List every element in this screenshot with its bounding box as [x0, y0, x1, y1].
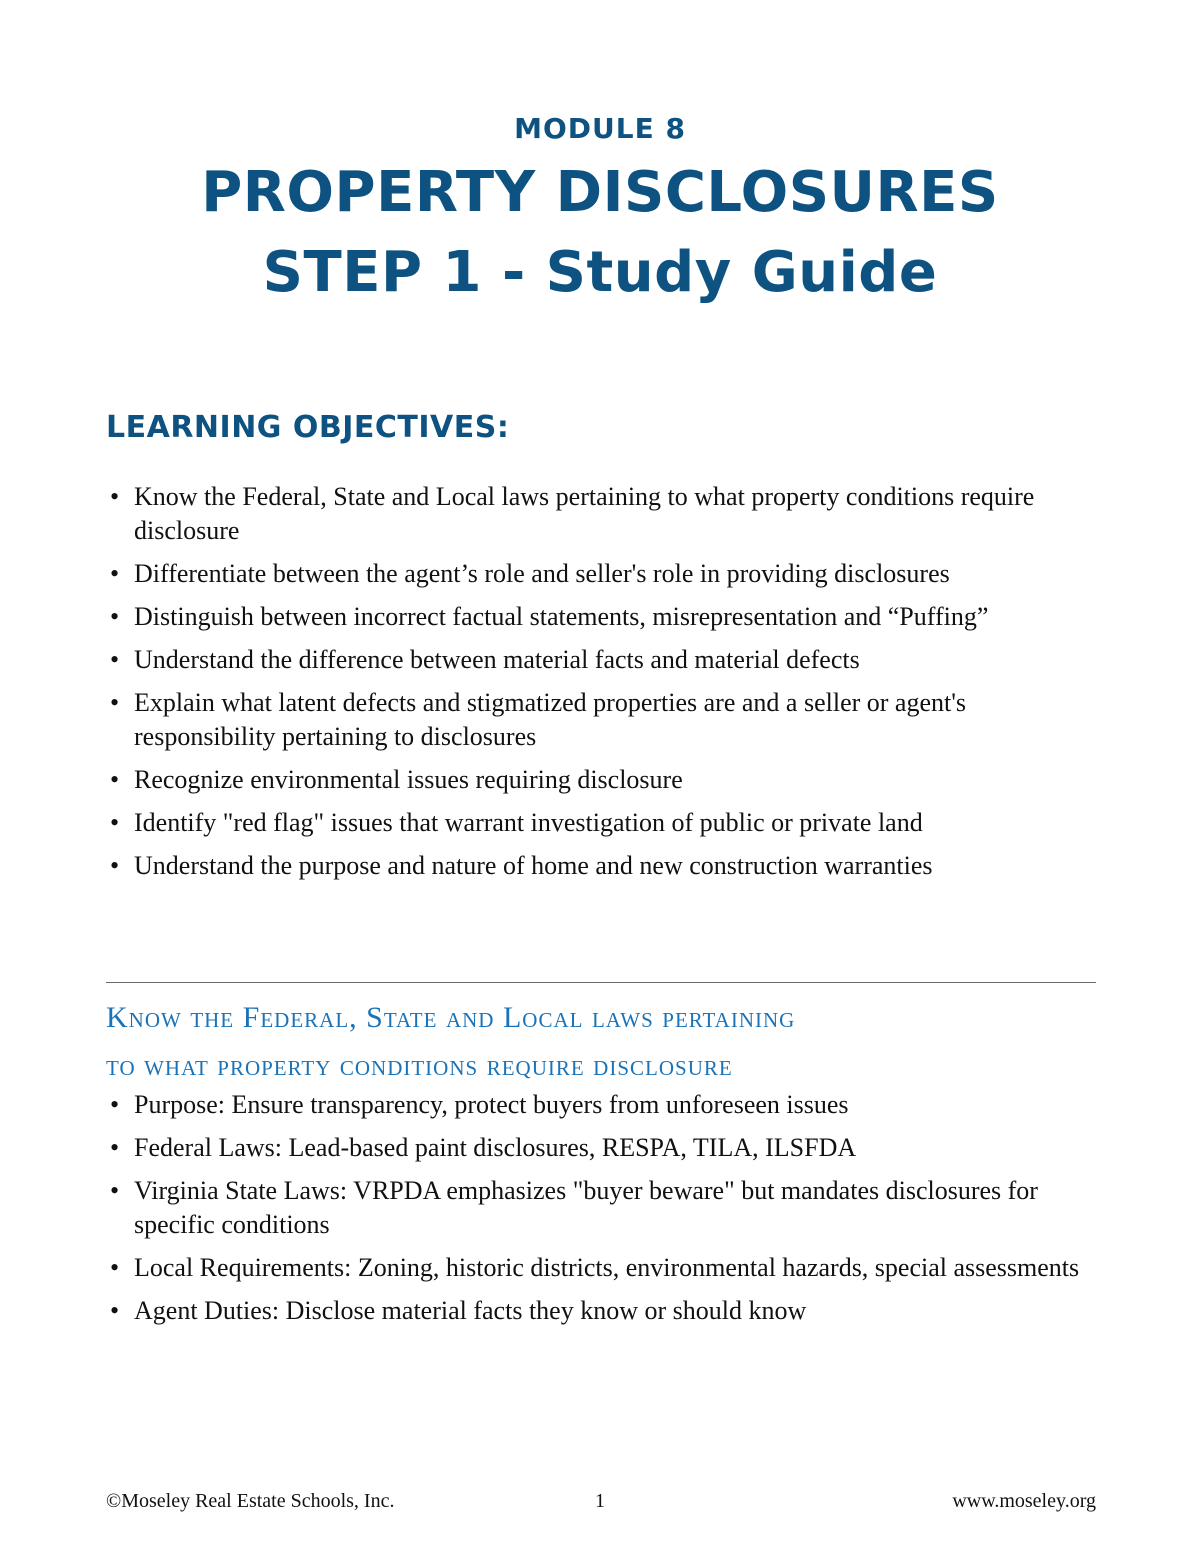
list-item-text: Federal Laws: Lead-based paint disclosures, RESPA, TILA, ILSFDA — [134, 1133, 857, 1162]
list-item — [106, 1251, 1096, 1285]
list-item-text: Recognize environmental issues requiring disclosure — [134, 765, 683, 794]
bullet-icon: • — [110, 559, 120, 588]
list-item — [106, 763, 1096, 797]
list-item — [106, 643, 1096, 677]
bullet-icon: • — [110, 688, 120, 717]
bullet-icon: • — [110, 808, 120, 837]
list-item-text: Understand the purpose and nature of home and new construction warranties — [134, 851, 933, 880]
list-item — [106, 806, 1096, 840]
list-item-text: Identify "red flag" issues that warrant investigation of public or private land — [134, 808, 923, 837]
list-item-text: Understand the difference between material facts and material defects — [134, 645, 860, 674]
footer-website-link[interactable]: www.moseley.org — [952, 1490, 1096, 1512]
bullet-icon: • — [110, 645, 120, 674]
bullet-icon: • — [110, 765, 120, 794]
list-item-text: Purpose: Ensure transparency, protect buyers from unforeseen issues — [134, 1090, 849, 1119]
section-heading-continued: to what property conditions require disclosure — [106, 1049, 733, 1082]
bullet-icon: • — [110, 1090, 120, 1119]
list-item — [106, 480, 1096, 548]
list-item — [106, 600, 1096, 634]
bullet-icon: • — [110, 602, 120, 631]
list-item-text: Agent Duties: Disclose material facts they know or should know — [134, 1296, 807, 1325]
objectives-list — [106, 480, 1096, 892]
bullet-icon: • — [110, 1253, 120, 1282]
list-item — [106, 557, 1096, 591]
laws-list — [106, 1088, 1096, 1337]
page-subtitle: STEP 1 - Study Guide — [262, 240, 938, 305]
list-item-text: Virginia State Laws: VRPDA emphasizes "buyer beware" but mandates disclosures for specific conditions — [134, 1176, 1038, 1239]
module-label: MODULE 8 — [514, 112, 686, 145]
list-item-text: Explain what latent defects and stigmatized properties are and a seller or agent's responsibility pertaining to disclosures — [134, 688, 967, 751]
list-item-text: Differentiate between the agent’s role and seller's role in providing disclosures — [134, 559, 950, 588]
bullet-icon: • — [110, 482, 120, 511]
bullet-icon: • — [110, 1296, 120, 1325]
section-heading: Know the Federal, State and Local laws pertaining — [106, 1001, 796, 1034]
bullet-icon: • — [110, 851, 120, 880]
list-item-text: Distinguish between incorrect factual statements, misrepresentation and “Puffing” — [134, 602, 989, 631]
list-item — [106, 1294, 1096, 1328]
list-item-text: Know the Federal, State and Local laws pertaining to what property conditions require disclosure — [134, 482, 1035, 545]
objectives-heading: LEARNING OBJECTIVES: — [106, 410, 510, 445]
footer-page-number: 1 — [595, 1490, 605, 1512]
list-item — [106, 1131, 1096, 1165]
list-item — [106, 686, 1096, 754]
section-divider — [106, 982, 1096, 983]
footer-copyright: ©Moseley Real Estate Schools, Inc. — [106, 1490, 395, 1512]
bullet-icon: • — [110, 1176, 120, 1205]
list-item-text: Local Requirements: Zoning, historic districts, environmental hazards, special assessments — [134, 1253, 1080, 1282]
page-title: PROPERTY DISCLOSURES — [201, 160, 999, 225]
list-item — [106, 849, 1096, 883]
list-item — [106, 1088, 1096, 1122]
bullet-icon: • — [110, 1133, 120, 1162]
list-item — [106, 1174, 1096, 1242]
